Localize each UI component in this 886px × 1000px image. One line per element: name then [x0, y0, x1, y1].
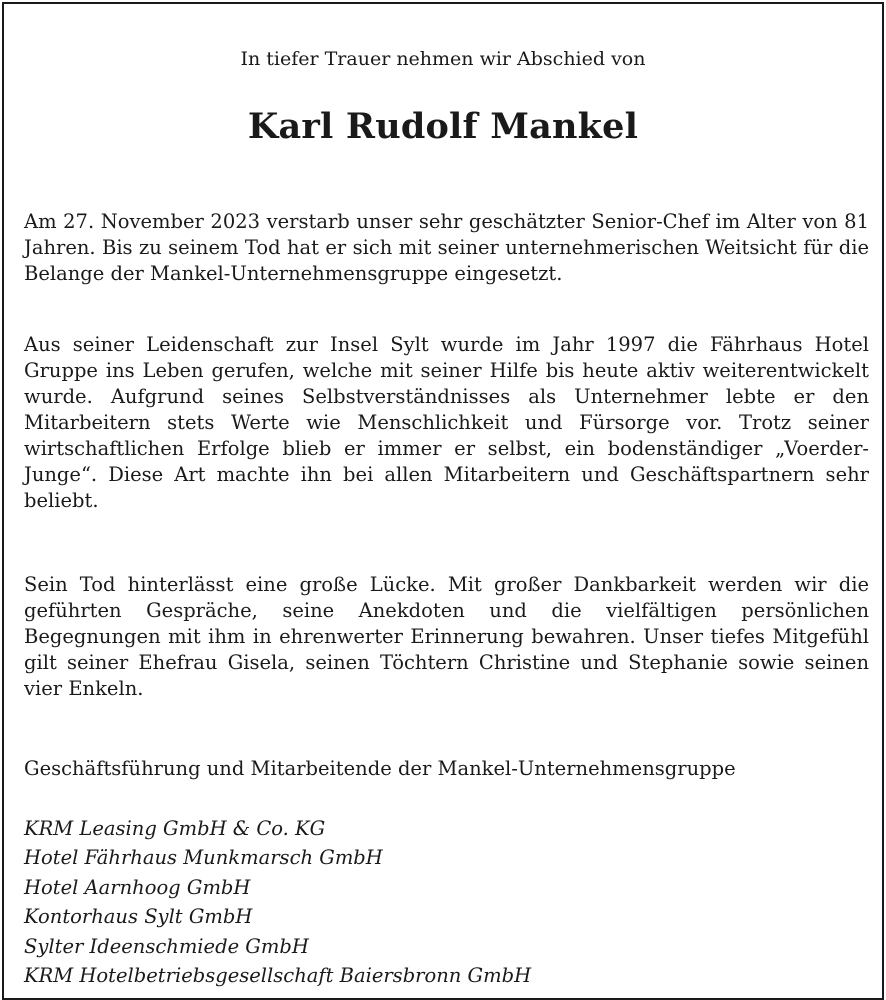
- company-list: [24, 814, 531, 990]
- paragraph-death-announcement: Am 27. November 2023 verstarb unser sehr geschätzter Senior-Chef im Alter von 81 Jahren. Bis zu seinem Tod hat er sich mit seiner unternehmerischen Weitsicht für die Belange der Mankel-Unternehmensgruppe eingesetzt.: [24, 210, 869, 285]
- company-item: Sylter Ideenschmiede GmbH: [24, 934, 309, 958]
- company-item: Hotel Fährhaus Munkmarsch GmbH: [24, 846, 383, 870]
- company-item: Hotel Aarnhoog GmbH: [24, 875, 251, 899]
- company-item: Kontorhaus Sylt GmbH: [24, 905, 253, 929]
- intro-line: In tiefer Trauer nehmen wir Abschied von: [240, 48, 646, 70]
- paragraph-biography: Aus seiner Leidenschaft zur Insel Sylt wurde im Jahr 1997 die Fährhaus Hotel Gruppe ins Leben gerufen, welche mit seiner Hilfe bis heute aktiv weiterentwickelt wurde. Aufgrund seines Selbstverständnisses als Unternehmer lebte er den Mitarbeitern stets Werte wie Menschlichkeit und Fürsorge vor. Trotz seiner wirtschaftlichen Erfolge blieb er immer er selbst, ein bodenständiger „Voerder-Junge“. Diese Art machte ihn bei allen Mitarbeitern und Geschäftspartnern sehr beliebt.: [24, 333, 869, 512]
- company-item: KRM Hotelbetriebsgesellschaft Baiersbronn GmbH: [24, 964, 532, 988]
- paragraph-condolences: Sein Tod hinterlässt eine große Lücke. Mit großer Dankbarkeit werden wir die geführten Gespräche, seine Anekdoten und die vielfältigen persönlichen Begegnungen mit ihm in ehrenwerter Erinnerung bewahren. Unser tiefes Mitgefühl gilt seiner Ehefrau Gisela, seinen Töchtern Christine und Stephanie sowie seinen vier Enkeln.: [24, 573, 869, 700]
- obituary-notice: [2, 2, 884, 1000]
- company-item: KRM Leasing GmbH & Co. KG: [24, 817, 326, 840]
- signature-line: Geschäftsführung und Mitarbeitende der Mankel-Unternehmensgruppe: [24, 757, 736, 780]
- deceased-name: Karl Rudolf Mankel: [247, 106, 639, 147]
